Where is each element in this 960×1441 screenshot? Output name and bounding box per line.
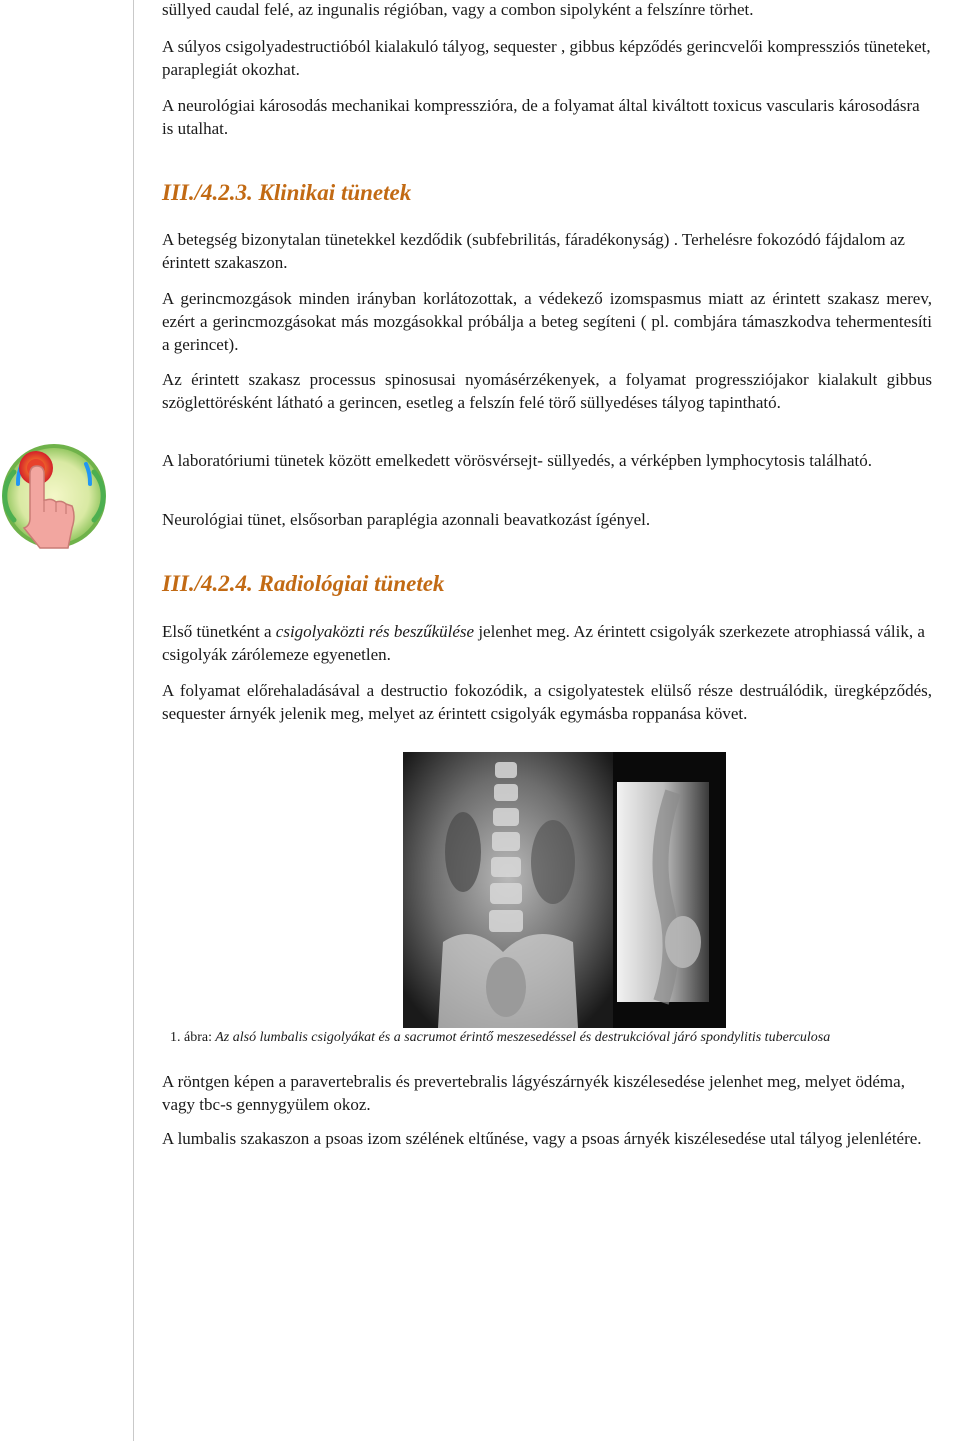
- paragraph: A neurológiai károsodás mechanikai kompresszióra, de a folyamat által kiváltott toxicus vascularis károsodásra is utalhat.: [162, 96, 920, 138]
- section-heading-radiologiai: [162, 570, 444, 598]
- section-title: Klinikai tünetek: [258, 180, 412, 205]
- figure-caption-text: Az alsó lumbalis csigolyákat és a sacrumot érintő meszesedéssel és destrukcióval járó spondylitis tuberculosa: [215, 1030, 831, 1045]
- xray-figure: [403, 752, 726, 1028]
- paragraph: A súlyos csigolyadestructióból kialakuló tályog, sequester , gibbus képződés gerincvelői kompressziós tüneteket, paraplegiát okozhat.: [162, 37, 931, 79]
- figure-caption: [170, 1028, 960, 1048]
- margin-rule: [133, 0, 134, 1441]
- text-run: jelenhet meg. Az érintett csigolyák szerkezete atrophiassá válik, a csigolyák zárólemeze egyenetlen.: [162, 622, 925, 664]
- text-run: Első tünetként a: [162, 622, 276, 641]
- paragraph: A lumbalis szakaszon a psoas izom szélének eltűnése, vagy a psoas árnyék kiszélesedése utal tályog jelenlétére.: [162, 1129, 922, 1148]
- section-heading-klinikai: [162, 179, 411, 207]
- paragraph: [162, 620, 932, 666]
- paragraph: A röntgen képen a paravertebralis és prevertebralis lágyészárnyék kiszélesedése jelenhet meg, melyet ödéma, vagy tbc-s gennygyülem okoz.: [162, 1072, 905, 1114]
- paragraph: Az érintett szakasz processus spinosusai nyomásérzékenyek, a folyamat progressziójakor kialakult gibbus szöglettörésként látható a gerincen, esetleg a felszín felé törő süllyedéses tályog tapintható.: [162, 370, 932, 412]
- paragraph: A gerincmozgások minden irányban korlátozottak, a védekező izomspasmus miatt az érintett szakasz merev, ezért a gerincmozgásokat más mozgásokkal próbálja a beteg segíteni ( pl. combjára támaszkodva tehermentesíti a gerincet).: [162, 289, 932, 354]
- paragraph: A betegség bizonytalan tünetekkel kezdődik (subfebrilitás, fáradékonyság) . Terhelésre fokozódó fájdalom az érintett szakaszon.: [162, 230, 905, 272]
- section-number: III./4.2.4.: [162, 571, 253, 596]
- section-title: Radiológiai tünetek: [258, 571, 445, 596]
- figure-label: 1. ábra:: [170, 1030, 212, 1045]
- touch-hand-icon: [0, 440, 108, 550]
- section-number: III./4.2.3.: [162, 180, 253, 205]
- emphasis-term: csigolyaközti rés beszűkülése: [275, 622, 475, 641]
- paragraph: Neurológiai tünet, elsősorban paraplégia azonnali beavatkozást ígényel.: [162, 510, 651, 529]
- paragraph: A laboratóriumi tünetek között emelkedett vörösvérsejt- süllyedés, a vérképben lymphocytosis található.: [162, 451, 873, 470]
- paragraph: süllyed caudal felé, az ingunalis régióban, vagy a combon sipolyként a felszínre törhet.: [162, 0, 754, 19]
- paragraph: A folyamat előrehaladásával a destructio fokozódik, a csigolyatestek elülső része destruálódik, üregképződés, sequester árnyék jelenik meg, melyet az érintett csigolyák egymásba roppanása követ.: [162, 681, 932, 723]
